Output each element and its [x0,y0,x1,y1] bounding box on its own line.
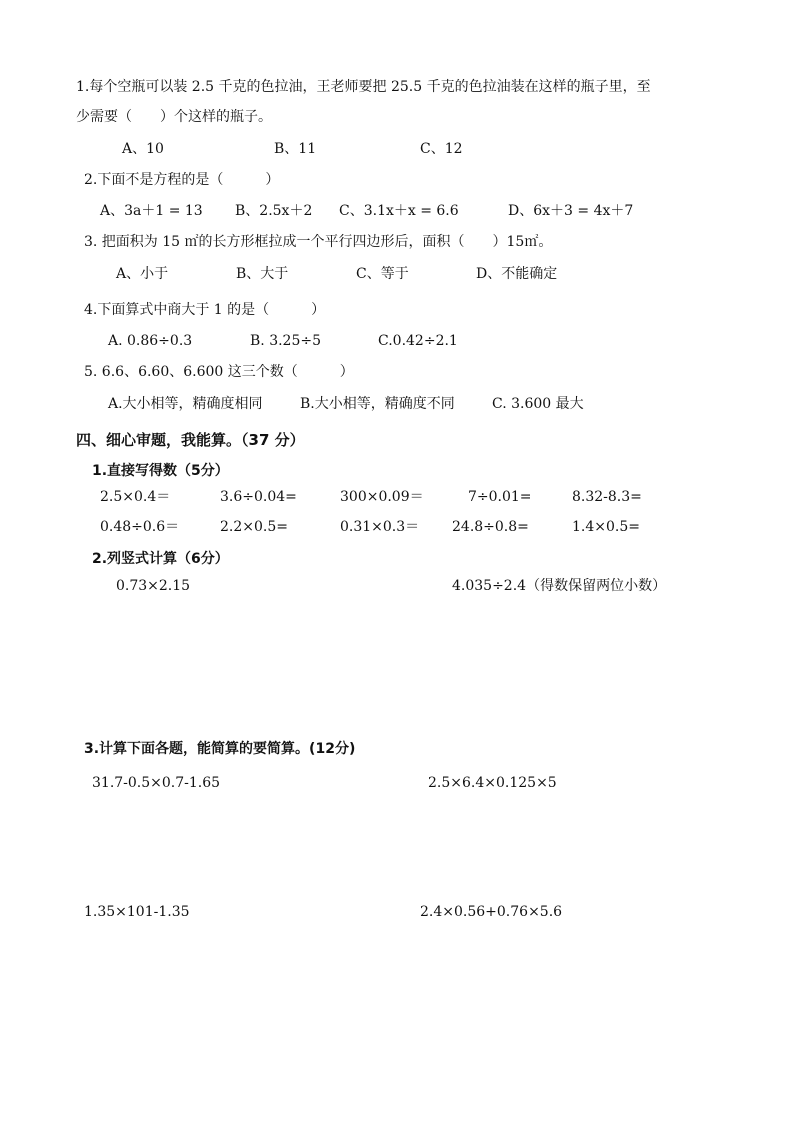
question-5-option-c: C. 3.600 最大 [492,396,584,412]
mental-calc-r1c5: 8.32-8.3= [572,489,642,505]
question-5-stem: 5. 6.6、6.60、6.600 这三个数（ ） [84,364,354,380]
mental-calc-r1c3: 300×0.09＝ [340,489,424,505]
question-1-option-b: B、11 [274,141,317,157]
mental-calc-r2c2: 2.2×0.5= [220,519,288,535]
mental-calc-r2c5: 1.4×0.5= [572,519,640,535]
question-1-option-a: A、10 [122,141,164,157]
question-3-option-d: D、不能确定 [476,266,558,282]
question-2-stem: 2.下面不是方程的是（ ） [84,172,280,188]
question-3-stem: 3. 把面积为 15 ㎡的长方形框拉成一个平行四边形后，面积（ ）15㎡。 [84,234,553,250]
mental-calc-r1c2: 3.6÷0.04= [220,489,297,505]
question-1-line-1: 1.每个空瓶可以装 2.5 千克的色拉油，王老师要把 25.5 千克的色拉油装在这样的瓶子里，至 [76,79,651,95]
simplify-calc-4: 2.4×0.56+0.76×5.6 [420,904,563,920]
mental-calc-r2c3: 0.31×0.3＝ [340,519,420,535]
question-4-option-b: B. 3.25÷5 [250,333,321,349]
vertical-calc-2: 4.035÷2.4（得数保留两位小数） [452,578,667,594]
question-3-option-b: B、大于 [236,266,289,282]
question-4-option-a: A. 0.86÷0.3 [108,333,193,349]
part-2-title: 2.列竖式计算（6分） [92,551,229,567]
question-4-stem: 4.下面算式中商大于 1 的是（ ） [84,302,326,318]
mental-calc-r1c1: 2.5×0.4＝ [100,489,171,505]
vertical-calc-1: 0.73×2.15 [116,578,191,594]
question-3-option-c: C、等于 [356,266,409,282]
part-3-title: 3.计算下面各题，能简算的要简算。(12分) [84,741,356,757]
section-4-title: 四、细心审题，我能算。（37 分） [76,431,305,449]
question-4-option-c: C.0.42÷2.1 [378,333,458,349]
question-2-option-a: A、3a＋1 = 13 [100,203,203,219]
simplify-calc-2: 2.5×6.4×0.125×5 [428,775,557,791]
question-1-line-2: 少需要（ ）个这样的瓶子。 [76,109,272,125]
question-5-option-a: A.大小相等，精确度相同 [108,396,263,412]
question-3-option-a: A、小于 [116,266,169,282]
simplify-calc-1: 31.7-0.5×0.7-1.65 [92,775,221,791]
mental-calc-r2c1: 0.48÷0.6＝ [100,519,180,535]
question-2-option-b: B、2.5x＋2 [235,203,313,219]
question-1-option-c: C、12 [420,141,463,157]
mental-calc-r1c4: 7÷0.01= [468,489,532,505]
part-1-title: 1.直接写得数（5分） [92,463,229,479]
question-5-option-b: B.大小相等，精确度不同 [300,396,455,412]
question-2-option-d: D、6x＋3 = 4x＋7 [508,203,634,219]
mental-calc-r2c4: 24.8÷0.8= [452,519,529,535]
question-2-option-c: C、3.1x＋x = 6.6 [339,203,459,219]
simplify-calc-3: 1.35×101-1.35 [84,904,190,920]
